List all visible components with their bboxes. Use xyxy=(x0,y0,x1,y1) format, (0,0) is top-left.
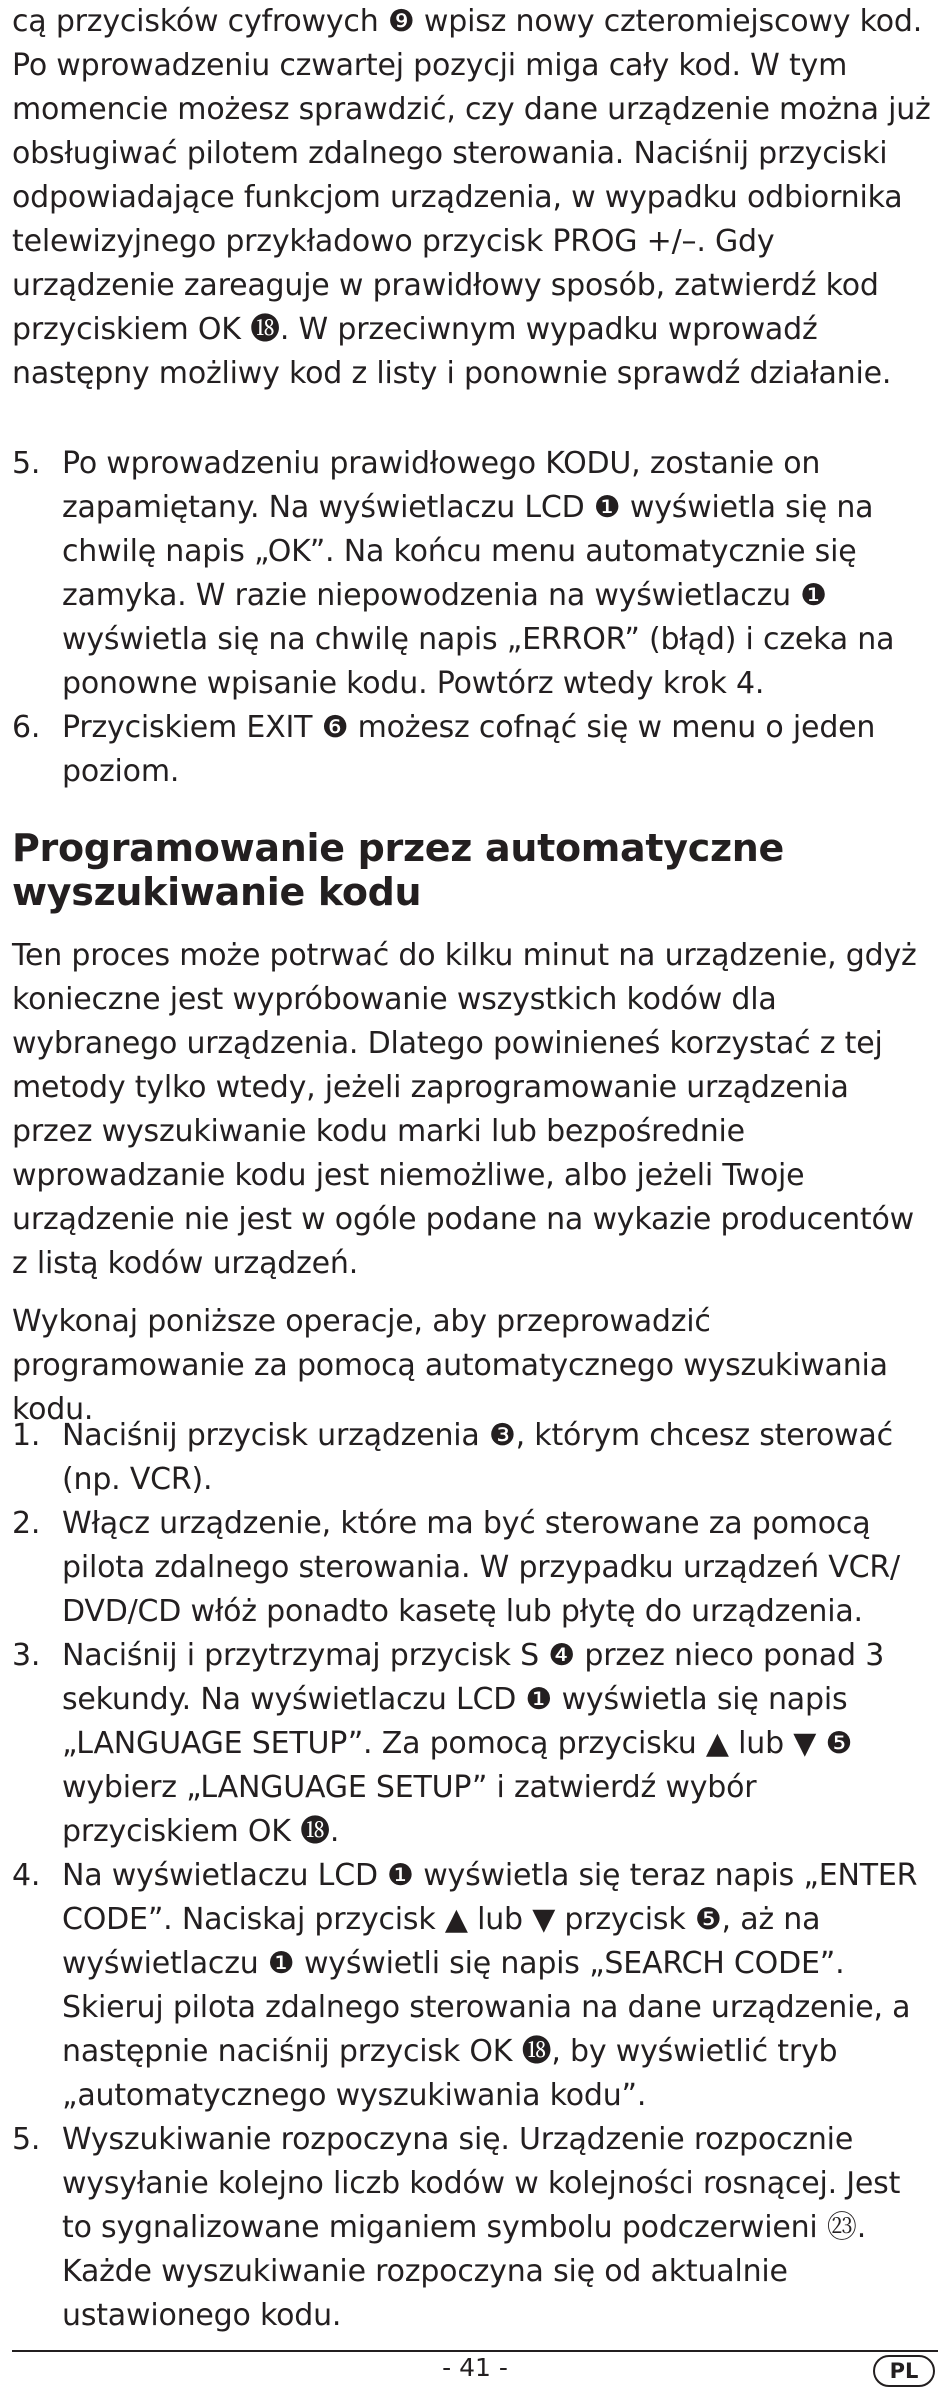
list-item xyxy=(12,1502,938,1634)
list-item xyxy=(12,2118,938,2338)
list-item xyxy=(12,1634,938,1854)
list-text: Naciśnij przycisk urządzenia ❸, którym chcesz sterować (np. VCR). xyxy=(62,1418,893,1497)
list-number: 5. xyxy=(12,2122,41,2157)
list-number: 5. xyxy=(12,446,41,481)
list-text: Włącz urządzenie, które ma być sterowane za pomocą pilota zdalnego sterowania. W przypadku urządzeń VCR/ DVD/CD włóż ponadto kasetę lub płytę do urządzenia. xyxy=(62,1506,900,1629)
list-item xyxy=(12,442,938,706)
intro-paragraph: Ten proces może potrwać do kilku minut na urządzenie, gdyż konieczne jest wypróbowanie wszystkich kodów dla wybranego urządzenia. Dlatego powinieneś korzystać z tej metody tylko wtedy, jeżeli zaprogramowanie urządzenia przez wyszukiwanie kodu marki lub bezpośrednie wprowadzanie kodu jest niemożliwe, albo jeżeli Twoje urządzenie nie jest w ogóle podane na wykazie producentów z listą kodów urządzeń. xyxy=(12,938,917,1281)
list-text: Naciśnij i przytrzymaj przycisk S ❹ przez nieco ponad 3 sekundy. Na wyświetlaczu LCD ❶ wyświetla się napis „LANGUAGE SETUP”. Za pomocą przycisku ▲ lub ▼ ❺ wybierz „LANGUAGE SETUP” i zatwierdź wybór przyciskiem OK ⓲. xyxy=(62,1638,885,1849)
list-item xyxy=(12,1414,938,1502)
page-number: - 41 - xyxy=(442,2353,508,2382)
list-item xyxy=(12,1854,938,2118)
list-text: Przyciskiem EXIT ❻ możesz cofnąć się w menu o jeden poziom. xyxy=(62,710,876,789)
list-number: 6. xyxy=(12,710,41,745)
list-text: Po wprowadzeniu prawidłowego KODU, zostanie on zapamiętany. Na wyświetlaczu LCD ❶ wyświetla się na chwilę napis „OK”. Na końcu menu automatycznie się zamyka. W razie niepowodzenia na wyświetlaczu ❶ wyświetla się na chwilę napis „ERROR” (błąd) i czeka na ponowne wpisanie kodu. Powtórz wtedy krok 4. xyxy=(62,446,895,701)
list-text: Wyszukiwanie rozpoczyna się. Urządzenie rozpocznie wysyłanie kolejno liczb kodów w kolejności rosnącej. Jest to sygnalizowane miganiem symbolu podczerwieni ㉓. Każde wyszukiwanie rozpoczyna się od aktualnie ustawionego kodu. xyxy=(62,2122,901,2333)
continued-paragraph: cą przycisków cyfrowych ❾ wpisz nowy czteromiejscowy kod. Po wprowadzeniu czwartej pozycji miga cały kod. W tym momencie możesz sprawdzić, czy dane urządzenie można już obsługiwać pilotem zdalnego sterowania. Naciśnij przyciski odpowiadające funkcjom urządzenia, w wypadku odbiornika telewizyjnego przykładowo przycisk PROG +/–. Gdy urządzenie zareaguje w prawidłowy sposób, zatwierdź kod przyciskiem OK ⓲. W przeciwnym wypadku wprowadź następny możliwy kod z listy i ponownie sprawdź działanie. xyxy=(12,4,931,391)
instruction-paragraph: Wykonaj poniższe operacje, aby przeprowadzić programowanie za pomocą automatycznego wyszukiwania kodu. xyxy=(12,1304,888,1427)
list-number: 3. xyxy=(12,1638,41,1673)
section-heading: Programowanie przez automatyczne wyszukiwanie kodu xyxy=(12,826,784,914)
list-item xyxy=(12,706,938,794)
list-number: 4. xyxy=(12,1858,41,1893)
list-text: Na wyświetlaczu LCD ❶ wyświetla się teraz napis „ENTER CODE”. Naciskaj przycisk ▲ lub ▼ przycisk ❺, aż na wyświetlaczu ❶ wyświetli się napis „SEARCH CODE”. Skieruj pilota zdalnego sterowania na dane urządzenie, a następnie naciśnij przycisk OK ⓲, by wyświetlić tryb „automatycznego wyszukiwania kodu”. xyxy=(62,1858,918,2113)
list-number: 2. xyxy=(12,1506,41,1541)
language-badge: PL xyxy=(873,2355,935,2387)
list-number: 1. xyxy=(12,1418,41,1453)
